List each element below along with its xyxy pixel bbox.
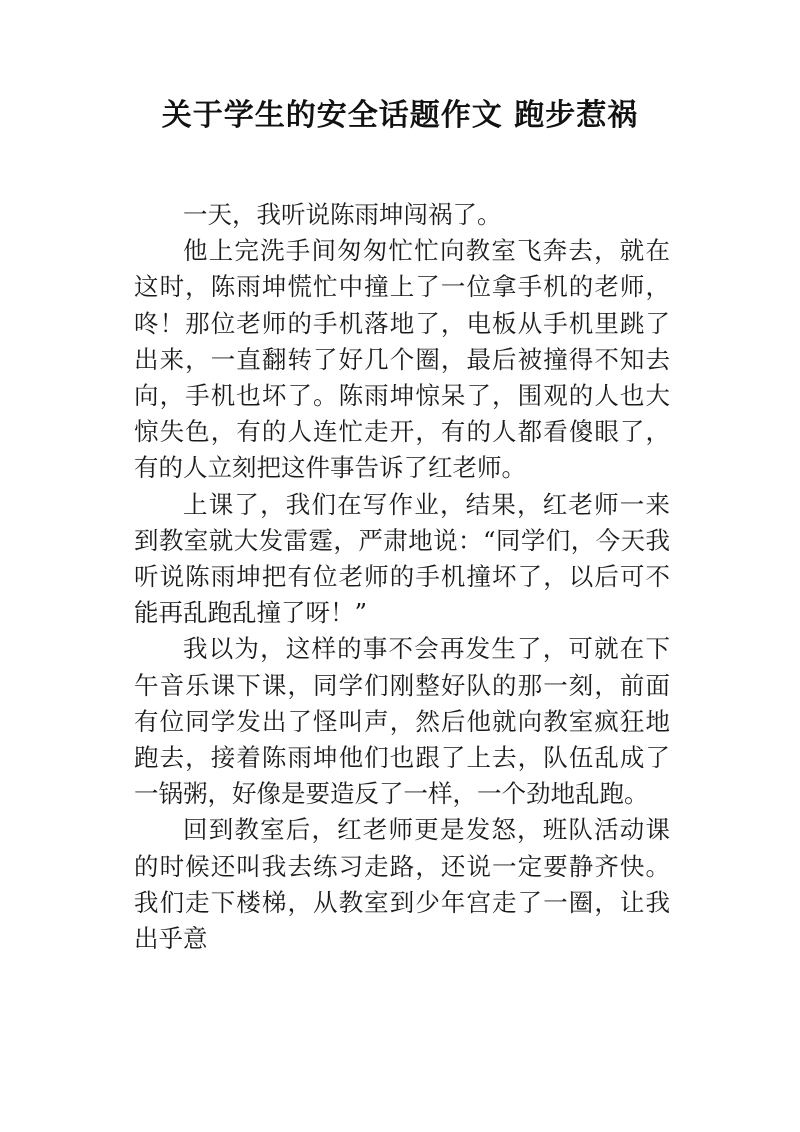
paragraph-4: 我以为，这样的事不会再发生了，可就在下午音乐课下课，同学们刚整好队的那一刻，前面有位同学发出了怪叫声，然后他就向教室疯狂地跑去，接着陈雨坤他们也跟了上去，队伍乱成了一锅粥，好像是要造反了一样，一个劲地乱跑。	[134, 634, 670, 809]
document-body	[134, 197, 670, 957]
document-title: 关于学生的安全话题作文 跑步惹祸	[161, 98, 639, 133]
paragraph-1: 一天，我听说陈雨坤闯祸了。	[183, 200, 502, 229]
paragraph-2: 他上完洗手间匆匆忙忙向教室飞奔去，就在这时，陈雨坤慌忙中撞上了一位拿手机的老师，咚！那位老师的手机落地了，电板从手机里跳了出来，一直翻转了好几个圈，最后被撞得不知去向，手机也坏了。陈雨坤惊呆了，围观的人也大惊失色，有的人连忙走开，有的人都看傻眼了，有的人立刻把这件事告诉了红老师。	[134, 236, 670, 483]
paragraph-5: 回到教室后，红老师更是发怒，班队活动课的时候还叫我去练习走路，还说一定要静齐快。我们走下楼梯，从教室到少年宫走了一圈，让我出乎意	[134, 815, 670, 954]
paragraph-3: 上课了，我们在写作业，结果，红老师一来到教室就大发雷霆，严肃地说：“同学们，今天我听说陈雨坤把有位老师的手机撞坏了，以后可不能再乱跑乱撞了呀！”	[134, 489, 670, 628]
